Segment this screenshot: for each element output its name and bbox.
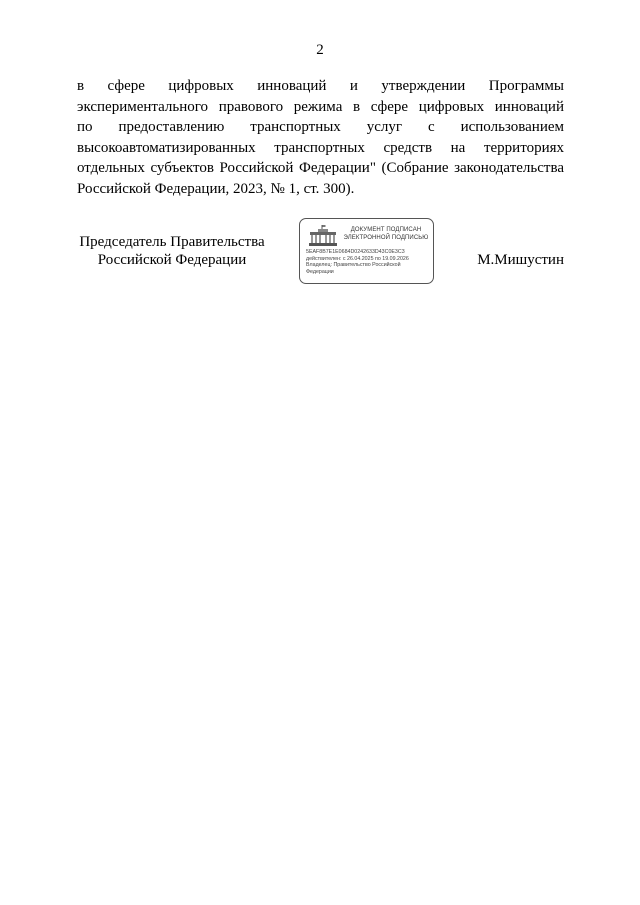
body-line: отдельных субъектов Российской Федерации" (Собрание законодательства xyxy=(77,160,564,176)
electronic-signature-stamp xyxy=(299,218,434,284)
stamp-title-line: ДОКУМЕНТ ПОДПИСАН xyxy=(350,227,422,233)
signatory-position xyxy=(77,233,267,269)
body-line: Российской Федерации, 2023, № 1, ст. 300). xyxy=(77,180,355,197)
body-line: экспериментального правового режима в сфере цифровых инноваций xyxy=(77,98,564,115)
signatory-position-line: Председатель Правительства xyxy=(79,234,265,250)
government-building-icon xyxy=(306,224,340,248)
stamp-issuer: Владелец: Правительство Российской xyxy=(306,262,401,269)
signatory-position-line: Российской Федерации xyxy=(97,252,247,268)
stamp-certificate: 5EAF8B7E1E0684D0242633D43C0E3C3 xyxy=(306,249,405,255)
body-line: высокоавтоматизированных транспортных средств на территориях xyxy=(77,139,564,156)
page-number: 2 xyxy=(316,42,324,58)
signatory-name: М.Мишустин xyxy=(477,252,564,268)
stamp-title xyxy=(340,226,432,242)
stamp-validity: действителен: с 26.04.2025 по 19.09.2026 xyxy=(306,255,409,262)
stamp-details xyxy=(306,249,430,275)
stamp-issuer: Федерации xyxy=(306,268,334,275)
stamp-title-line: ЭЛЕКТРОННОЙ ПОДПИСЬЮ xyxy=(343,235,429,241)
body-paragraph xyxy=(77,76,564,199)
body-line: по предоставлению транспортных услуг с использованием xyxy=(77,119,564,135)
body-line: в сфере цифровых инноваций и утверждении Программы xyxy=(77,78,564,94)
